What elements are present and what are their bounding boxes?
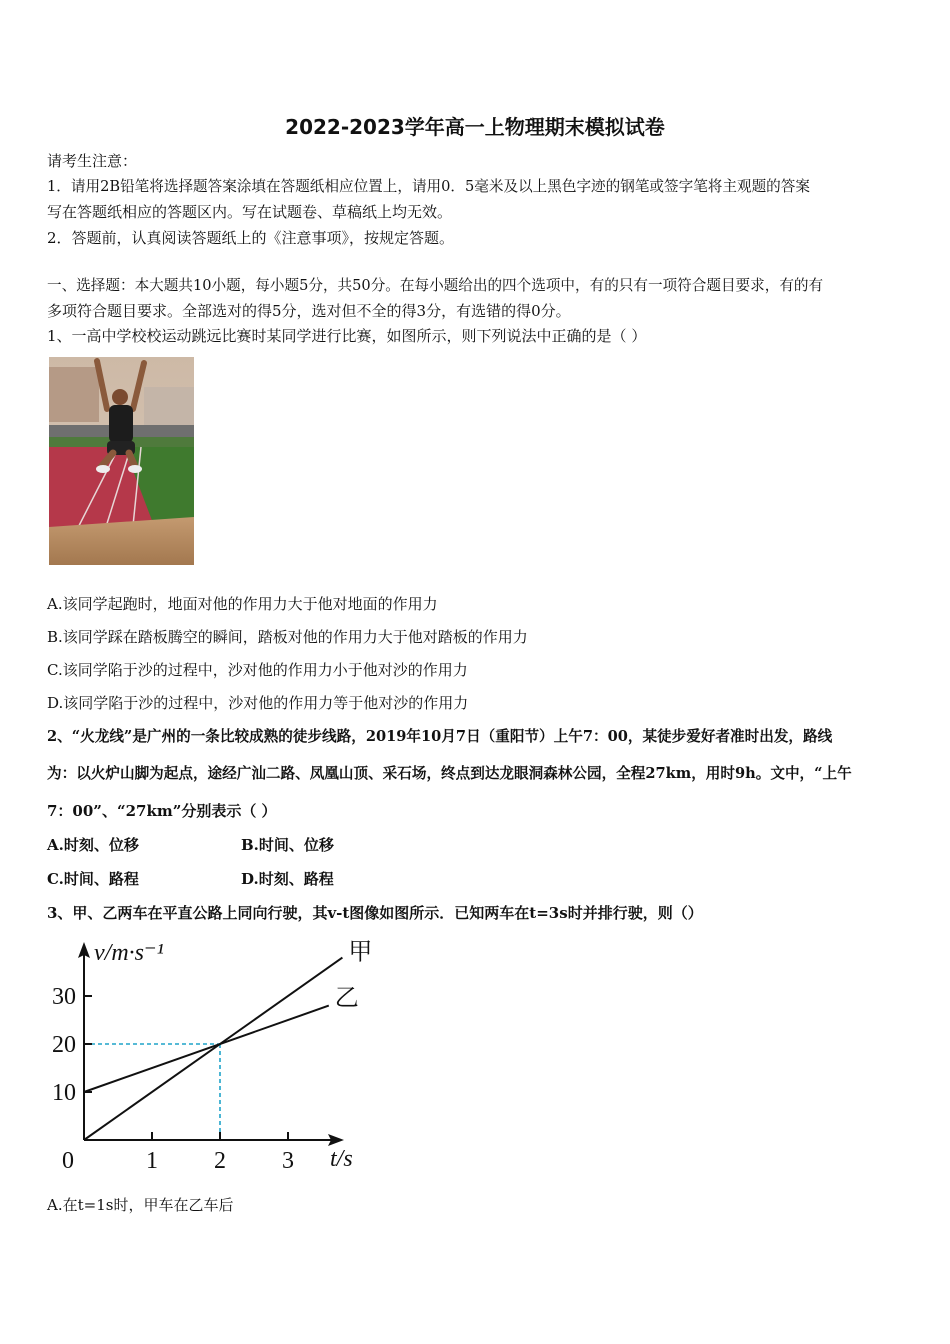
question-2-option-a: A.时刻、位移 xyxy=(47,836,139,854)
long-jump-photo xyxy=(49,357,194,565)
question-3-option-a: A.在t=1s时，甲车在乙车后 xyxy=(47,1196,234,1214)
page-title: 2022-2023学年高一上物理期末模拟试卷 xyxy=(285,115,665,139)
vt-graph xyxy=(40,930,380,1175)
question-2-line-2: 为：以火炉山脚为起点，途经广汕二路、凤凰山顶、采石场，终点到达龙眼洞森林公园，全程27km，用时9h。文中，“上午 xyxy=(47,765,852,782)
question-2-option-b: B.时间、位移 xyxy=(241,836,334,854)
section-instructions-line-2: 多项符合题目要求。全部选对的得5分，选对但不全的得3分，有选错的得0分。 xyxy=(47,302,571,320)
question-2-option-d: D.时刻、路程 xyxy=(241,870,334,888)
notice-item-2: 2．答题前，认真阅读答题纸上的《注意事项》，按规定答题。 xyxy=(47,229,455,247)
series-label: 甲 xyxy=(348,939,373,966)
y-tick-label: 10 xyxy=(52,1080,76,1106)
x-tick-label: 2 xyxy=(214,1148,226,1174)
series-line xyxy=(84,1006,329,1092)
question-1-option-b: B.该同学踩在踏板腾空的瞬间，踏板对他的作用力大于他对踏板的作用力 xyxy=(47,628,528,646)
notice-item-1-line-1: 1．请用2B铅笔将选择题答案涂填在答题纸相应位置上，请用0．5毫米及以上黑色字迹的钢笔或签字笔将主观题的答案 xyxy=(47,178,810,195)
x-tick-label: 3 xyxy=(282,1148,294,1174)
y-axis-label: v/m·s⁻¹ xyxy=(94,940,164,966)
y-tick-label: 20 xyxy=(52,1032,76,1058)
question-1-stem: 1、一高中学校校运动跳远比赛时某同学进行比赛，如图所示，则下列说法中正确的是（ ） xyxy=(47,327,647,345)
series-label: 乙 xyxy=(334,985,359,1012)
x-tick-label: 1 xyxy=(146,1148,158,1174)
question-2-option-c: C.时间、路程 xyxy=(47,870,139,888)
y-tick-label: 30 xyxy=(52,984,76,1010)
origin-label: 0 xyxy=(62,1148,74,1174)
question-1-option-a: A.该同学起跑时，地面对他的作用力大于他对地面的作用力 xyxy=(47,595,438,613)
question-2-line-1: 2、“火龙线”是广州的一条比较成熟的徒步线路，2019年10月7日（重阳节）上午7：00，某徒步爱好者准时出发，路线 xyxy=(47,728,833,745)
question-1-option-d: D.该同学陷于沙的过程中，沙对他的作用力等于他对沙的作用力 xyxy=(47,694,469,712)
question-1-option-c: C.该同学陷于沙的过程中，沙对他的作用力小于他对沙的作用力 xyxy=(47,661,468,679)
notice-heading: 请考生注意： xyxy=(47,152,138,170)
question-2-line-3: 7：00”、“27km”分别表示（ ） xyxy=(47,802,277,820)
notice-item-1-line-2: 写在答题纸相应的答题区内。写在试题卷、草稿纸上均无效。 xyxy=(47,203,453,221)
section-instructions-line-1: 一、选择题：本大题共10小题，每小题5分，共50分。在每小题给出的四个选项中，有的只有一项符合题目要求，有的有 xyxy=(47,277,824,294)
series-line xyxy=(84,958,342,1140)
question-3-stem: 3、甲、乙两车在平直公路上同向行驶，其v-t图像如图所示．已知两车在t=3s时并排行驶，则（） xyxy=(47,904,703,922)
x-axis-label: t/s xyxy=(330,1146,353,1172)
